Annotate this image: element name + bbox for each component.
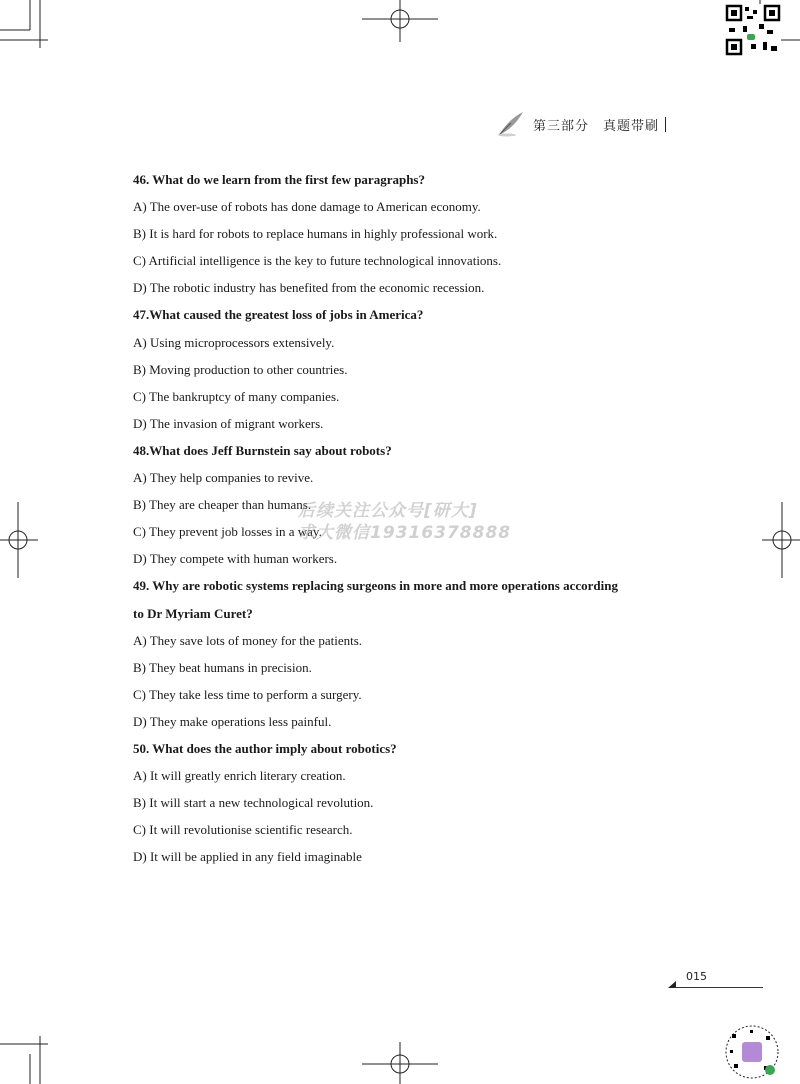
qr-code-bottom — [724, 1024, 780, 1080]
registration-mark-bottom — [360, 1034, 440, 1084]
question-49-option-d: D) They make operations less painful. — [133, 713, 332, 729]
registration-mark-top — [360, 0, 440, 50]
question-47-option-c: C) The bankruptcy of many companies. — [133, 388, 340, 404]
question-list — [133, 166, 673, 870]
question-47-stem: 47.What caused the greatest loss of jobs in America? — [133, 307, 424, 323]
footer-rule — [675, 987, 763, 988]
question-50-option-c: C) It will revolutionise scientific research. — [133, 822, 353, 838]
question-48-option-b: B) They are cheaper than humans. — [133, 497, 312, 513]
question-46-option-c: C) Artificial intelligence is the key to future technological innovations. — [133, 253, 502, 269]
question-49-stem-line2: to Dr Myriam Curet? — [133, 605, 253, 621]
registration-mark-left — [0, 500, 40, 580]
question-48-option-c: C) They prevent job losses in a way. — [133, 524, 322, 540]
question-48-option-a: A) They help companies to revive. — [133, 470, 314, 486]
question-46-option-d: D) The robotic industry has benefited from the economic recession. — [133, 280, 485, 296]
question-50-stem: 50. What does the author imply about robotics? — [133, 740, 397, 756]
section-title: 第三部分 真题带刷 — [532, 118, 659, 134]
crop-mark-bottom-left — [0, 1024, 60, 1084]
question-49-option-b: B) They beat humans in precision. — [133, 659, 312, 675]
question-50-option-a: A) It will greatly enrich literary creation. — [133, 768, 346, 784]
question-46-option-b: B) It is hard for robots to replace humans in highly professional work. — [133, 226, 498, 242]
question-47-option-a: A) Using microprocessors extensively. — [133, 334, 335, 350]
question-47-option-d: D) The invasion of migrant workers. — [133, 415, 324, 431]
question-48-stem: 48.What does Jeff Burnstein say about robots? — [133, 442, 392, 458]
qr-code-top — [725, 4, 781, 56]
question-47-option-b: B) Moving production to other countries. — [133, 361, 348, 377]
question-50-option-b: B) It will start a new technological revolution. — [133, 795, 374, 811]
question-49-option-c: C) They take less time to perform a surgery. — [133, 686, 362, 702]
question-46-option-a: A) The over-use of robots has done damage to American economy. — [133, 199, 481, 215]
page-number: 015 — [686, 970, 707, 983]
watermark-line-1: 后续关注公众号[研大] — [298, 501, 478, 521]
question-49-stem-line1: 49. Why are robotic systems replacing surgeons in more and more operations according — [133, 578, 618, 594]
section-header — [497, 111, 666, 137]
question-48-option-d: D) They compete with human workers. — [133, 551, 338, 567]
registration-mark-right — [760, 500, 800, 580]
watermark-line-2: 求大微信19316378888 — [298, 523, 512, 543]
quill-pen-icon — [497, 111, 525, 137]
question-50-option-d: D) It will be applied in any field imaginable — [133, 849, 362, 865]
question-46-stem: 46. What do we learn from the first few paragraphs? — [133, 172, 425, 187]
question-49-option-a: A) They save lots of money for the patients. — [133, 632, 363, 648]
crop-mark-top-left — [0, 0, 60, 60]
header-divider — [665, 117, 666, 132]
